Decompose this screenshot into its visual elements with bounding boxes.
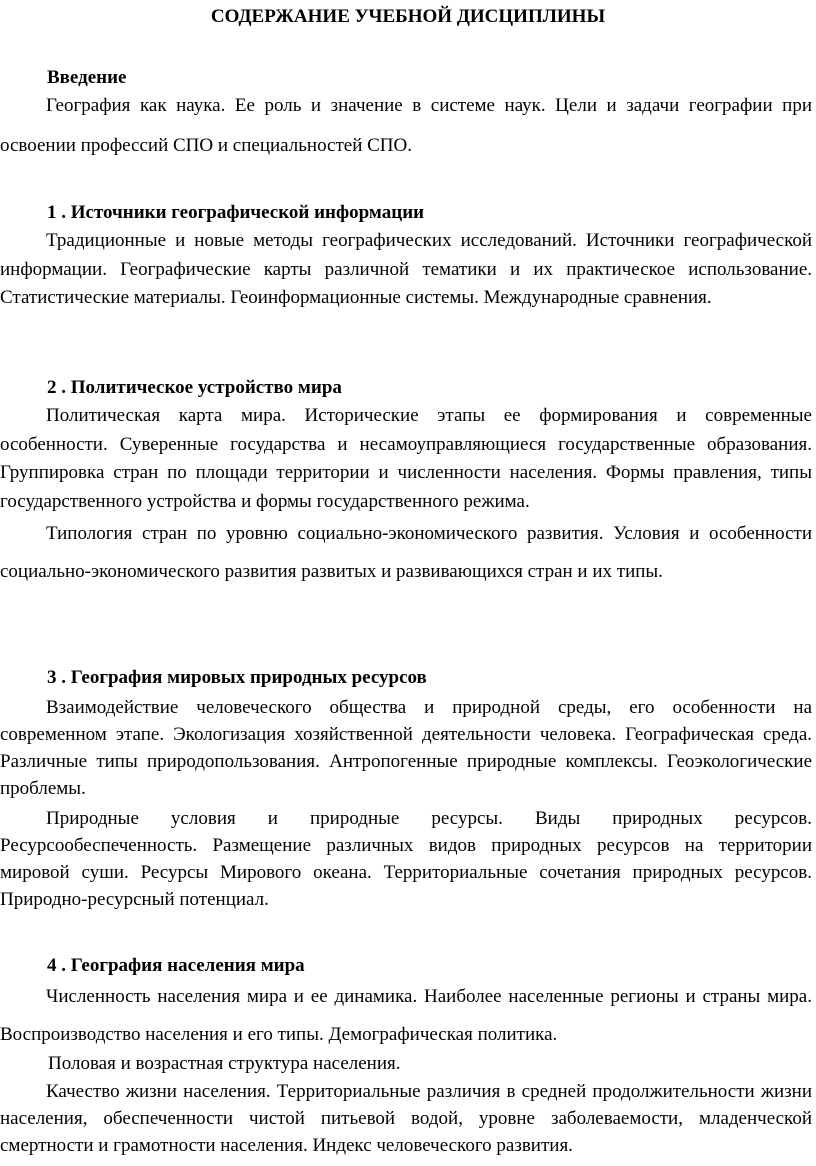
intro-heading: Введение <box>47 67 127 88</box>
section-3-heading: 3 . География мировых природных ресурсов <box>47 667 427 688</box>
section-2-paragraph-2: Типология стран по уровню социально-экономического развития. Условия и особенности социально-экономического развития развитых и развивающихся стран и их типы. <box>0 523 812 582</box>
section-3-paragraph-1: Взаимодействие человеческого общества и природной среды, его особенности на современном этапе. Экологизация хозяйственной деятельности человека. Географическая среда. Различные типы природопользования. Антропогенные природные комплексы. Геоэкологические проблемы. <box>0 697 812 799</box>
section-4-paragraph-1: Численность населения мира и ее динамика. Наиболее населенные регионы и страны мира. Воспроизводство населения и его типы. Демографическая политика. <box>0 986 812 1045</box>
section-2-heading: 2 . Политическое устройство мира <box>47 377 342 398</box>
section-2-paragraph-1: Политическая карта мира. Исторические этапы ее формирования и современные особенности. Суверенные государства и несамоуправляющиеся государственные образования. Группировка стран по площади территории и численности населения. Формы правления, типы государственного устройства и формы государственного режима. <box>0 405 812 513</box>
section-3-paragraph-2: Природные условия и природные ресурсы. Виды природных ресурсов. Ресурсообеспеченность. Размещение различных видов природных ресурсов на территории мировой суши. Ресурсы Мирового океана. Территориальные сочетания природных ресурсов. Природно-ресурсный потенциал. <box>0 808 812 910</box>
document-title: СОДЕРЖАНИЕ УЧЕБНОЙ ДИСЦИПЛИНЫ <box>210 6 606 27</box>
section-1-paragraph-1: Традиционные и новые методы географических исследований. Источники географической информации. Географические карты различной тематики и их практическое использование. Статистические материалы. Геоинформационные системы. Международные сравнения. <box>0 230 812 309</box>
section-1-heading: 1 . Источники географической информации <box>47 202 425 223</box>
intro-paragraph-1: География как наука. Ее роль и значение в системе наук. Цели и задачи географии при освоении профессий СПО и специальностей СПО. <box>0 95 812 156</box>
section-4-heading: 4 . География населения мира <box>47 955 305 976</box>
section-4-paragraph-3: Качество жизни населения. Территориальные различия в средней продолжительности жизни населения, обеспеченности чистой питьевой водой, уровне заболеваемости, младенческой смертности и грамотности населения. Индекс человеческого развития. <box>0 1081 812 1156</box>
section-4-paragraph-2: Половая и возрастная структура населения. <box>48 1053 401 1074</box>
